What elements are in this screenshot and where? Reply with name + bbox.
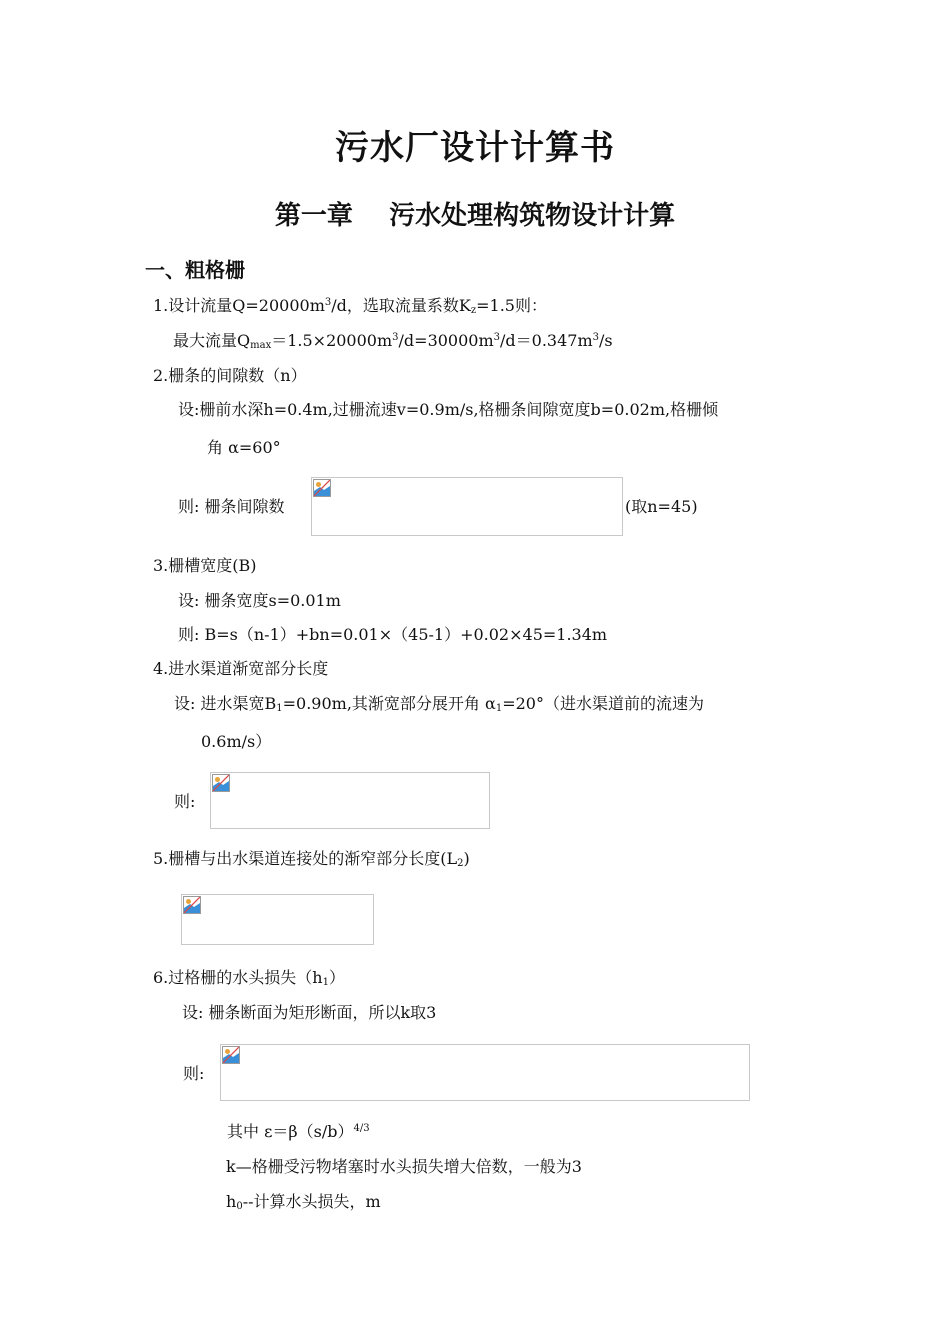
subscript: 1 xyxy=(276,703,283,714)
item2-result-label: 则: 栅条间隙数 xyxy=(178,497,285,516)
broken-image-icon xyxy=(212,774,230,792)
superscript: 3 xyxy=(493,332,501,343)
subscript: z xyxy=(470,305,477,316)
item3-result: 则: B=s（n-1）+bn=0.01×（45-1）+0.02×45=1.34m xyxy=(178,625,608,644)
subscript: 0 xyxy=(236,1201,243,1212)
item6-heading xyxy=(153,970,345,988)
text-fragment: --计算水头损失，m xyxy=(242,1192,381,1211)
text-fragment: /d＝0.347m xyxy=(500,331,593,350)
item2-result-take: (取n=45) xyxy=(625,497,698,516)
text-fragment: /s xyxy=(599,331,613,350)
chapter-heading: 第一章 污水处理构筑物设计计算 xyxy=(274,201,676,231)
text-fragment: ) xyxy=(463,849,470,868)
section-heading: 一、粗格栅 xyxy=(145,258,245,282)
subscript: 1 xyxy=(495,703,503,714)
item5-heading xyxy=(153,851,470,869)
superscript: 3 xyxy=(392,332,399,343)
text-fragment: 设: 进水渠宽B xyxy=(174,694,277,713)
item6-assumption: 设: 栅条断面为矩形断面，所以k取3 xyxy=(182,1003,437,1022)
broken-image-icon xyxy=(183,896,201,914)
item6-k-definition: k—格栅受污物堵塞时水头损失增大倍数，一般为3 xyxy=(226,1157,582,1176)
formula-image-narrowing-length xyxy=(181,894,374,945)
formula-image-widening-length xyxy=(210,772,490,829)
subscript: 1 xyxy=(322,977,329,988)
item4-result-label: 则: xyxy=(174,792,196,811)
text-fragment: h xyxy=(226,1192,237,1211)
item3-heading: 3.栅槽宽度(B) xyxy=(153,556,257,575)
document-title: 污水厂设计计算书 xyxy=(335,128,615,168)
text-fragment: =1.5则： xyxy=(476,296,547,315)
text-fragment: /d，选取流量系数K xyxy=(331,296,471,315)
broken-image-icon xyxy=(222,1046,240,1064)
text-fragment: 6.过格栅的水头损失（h xyxy=(153,968,323,987)
superscript: 4/3 xyxy=(353,1123,370,1134)
broken-image-icon xyxy=(313,479,331,497)
subscript: max xyxy=(250,340,272,351)
formula-image-bar-gaps xyxy=(311,477,623,536)
text-fragment: ＝1.5×20000m xyxy=(271,331,393,350)
text-fragment: 最大流量Q xyxy=(173,331,251,350)
text-fragment: =0.90m,其渐宽部分展开角 α xyxy=(282,694,496,713)
text-fragment: 5.栅槽与出水渠道连接处的渐窄部分长度(L xyxy=(153,849,458,868)
text-fragment: 其中 ε＝β（s/b） xyxy=(227,1122,354,1141)
item4-assumption-line2: 0.6m/s） xyxy=(201,732,272,751)
text-fragment: ） xyxy=(328,968,345,987)
item1-design-flow xyxy=(153,298,547,316)
formula-image-head-loss xyxy=(220,1044,750,1101)
item4-heading: 4.进水渠道渐宽部分长度 xyxy=(153,659,329,678)
item3-assumption: 设: 栅条宽度s=0.01m xyxy=(178,591,341,610)
item2-assumption-line2: 角 α=60° xyxy=(207,438,281,457)
text-fragment: =20°（进水渠道前的流速为 xyxy=(502,694,704,713)
superscript: 3 xyxy=(324,297,332,308)
item6-result-label: 则: xyxy=(183,1064,205,1083)
text-fragment: 1.设计流量Q=20000m xyxy=(153,296,325,315)
text-fragment: /d=30000m xyxy=(398,331,494,350)
item2-heading: 2.栅条的间隙数（n） xyxy=(153,366,307,385)
item4-assumption-line1 xyxy=(174,696,704,714)
item6-h0-definition xyxy=(226,1194,381,1212)
item2-assumption-line1: 设:栅前水深h=0.4m,过栅流速v=0.9m/s,格栅条间隙宽度b=0.02m,格栅倾 xyxy=(178,400,719,419)
superscript: 3 xyxy=(592,332,600,343)
subscript: 2 xyxy=(457,858,464,869)
item1-max-flow xyxy=(173,333,613,351)
item6-where-epsilon xyxy=(227,1124,370,1140)
